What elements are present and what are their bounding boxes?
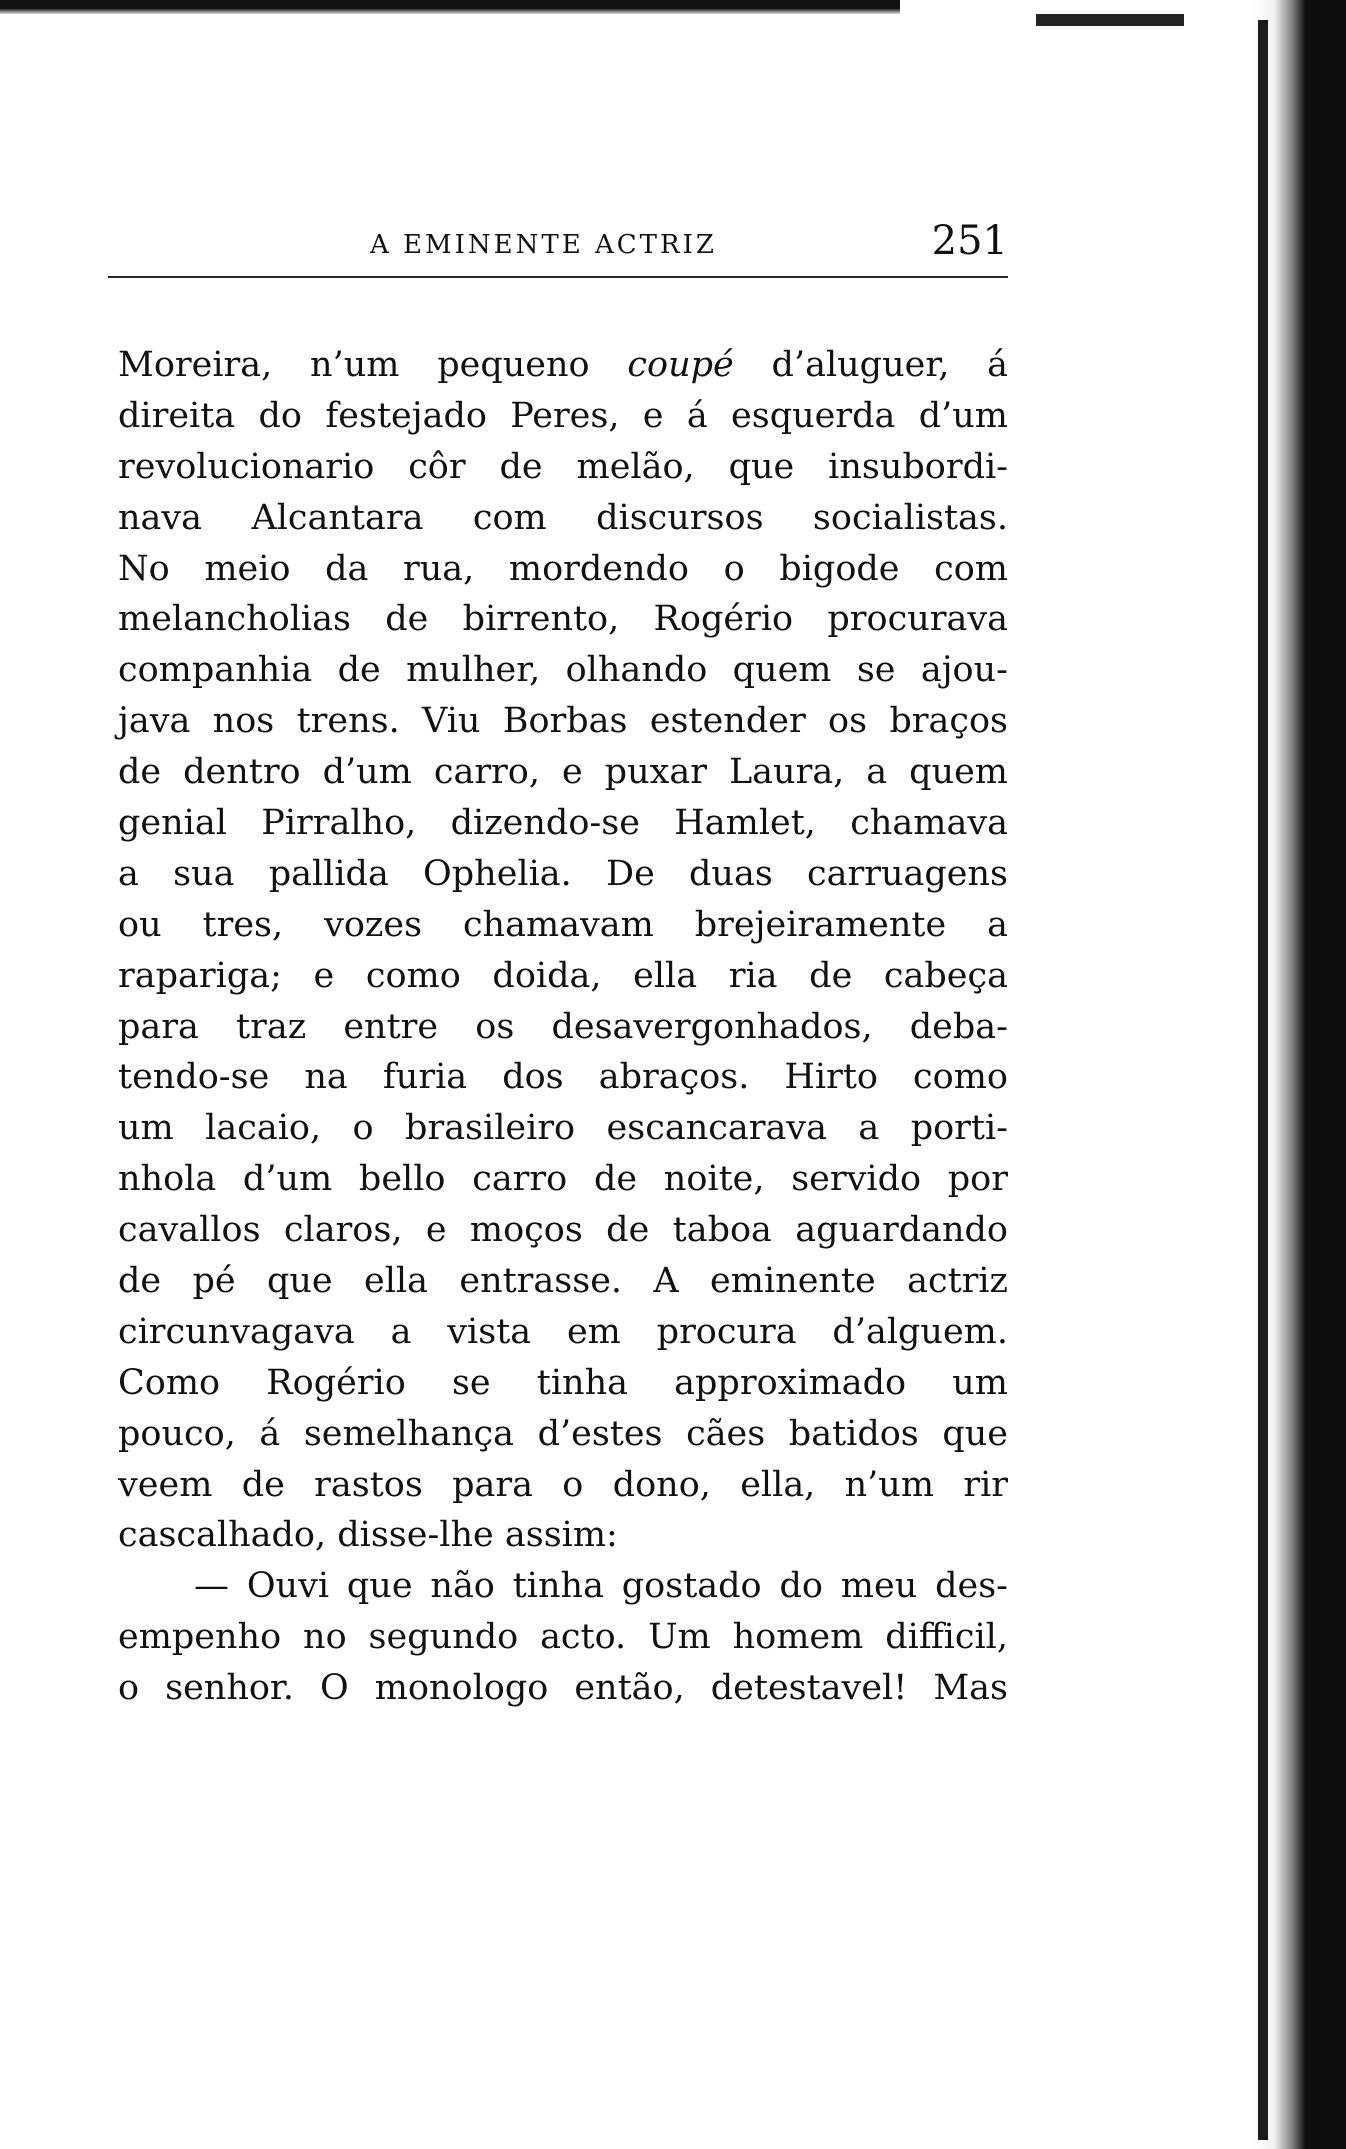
text-line: companhia de mulher, olhando quem se ajou- xyxy=(118,650,1008,691)
text-line: java nos trens. Viu Borbas estender os braços xyxy=(118,701,1008,742)
text-line xyxy=(118,340,1008,391)
text-line: cavallos claros, e moços de taboa aguardando xyxy=(118,1210,1008,1251)
text-line: a sua pallida Ophelia. De duas carruagens xyxy=(118,853,1008,894)
text-line: pouco, á semelhança d’estes cães batidos que xyxy=(118,1413,1008,1454)
italic-word: coupé xyxy=(627,345,734,385)
text-line: rapariga; e como doida, ella ria de cabeça xyxy=(118,955,1008,996)
scan-top-edge xyxy=(0,0,900,14)
text-line: tendo-se na furia dos abraços. Hirto como xyxy=(118,1057,1008,1098)
text-line: revolucionario côr de melão, que insubordi- xyxy=(118,446,1008,487)
text-line: cascalhado, disse-lhe assim: xyxy=(118,1515,618,1556)
scan-top-edge-right xyxy=(1036,14,1184,26)
text-line: para traz entre os desavergonhados, deba- xyxy=(118,1006,1008,1047)
text-line: No meio da rua, mordendo o bigode com xyxy=(118,548,1008,589)
body-text xyxy=(118,340,1008,1714)
text-line: Como Rogério se tinha approximado um xyxy=(118,1362,1008,1403)
text-line: um lacaio, o brasileiro escancarava a porti- xyxy=(118,1108,1008,1149)
text-line: empenho no segundo acto. Um homem difficil, xyxy=(118,1617,1008,1658)
running-title: A EMINENTE ACTRIZ xyxy=(370,230,717,260)
text-line: nava Alcantara com discursos socialistas. xyxy=(118,497,1008,538)
text-line: veem de rastos para o dono, ella, n’um rir xyxy=(118,1464,1008,1505)
text-line: melancholias de birrento, Rogério procurava xyxy=(118,599,1008,640)
text-line: o senhor. O monologo então, detestavel! Mas xyxy=(118,1668,1008,1709)
text-fragment: d’aluguer, á xyxy=(733,345,1009,385)
page-number: 251 xyxy=(931,218,1008,264)
page-header xyxy=(108,212,1008,278)
text-line: direita do festejado Peres, e á esquerda d’um xyxy=(118,395,1008,436)
text-line: nhola d’um bello carro de noite, servido por xyxy=(118,1159,1008,1200)
text-line: de pé que ella entrasse. A eminente actriz xyxy=(118,1261,1008,1302)
text-line: — Ouvi que não tinha gostado do meu des- xyxy=(194,1566,1008,1607)
text-line: circunvagava a vista em procura d’alguem. xyxy=(118,1311,1008,1352)
text-line: ou tres, vozes chamavam brejeiramente a xyxy=(118,904,1008,945)
text-fragment: Moreira, n’um pequeno xyxy=(118,345,628,385)
book-binding-edge xyxy=(1258,20,1268,2140)
text-line: de dentro d’um carro, e puxar Laura, a quem xyxy=(118,752,1008,793)
text-line: genial Pirralho, dizendo-se Hamlet, chamava xyxy=(118,803,1008,844)
